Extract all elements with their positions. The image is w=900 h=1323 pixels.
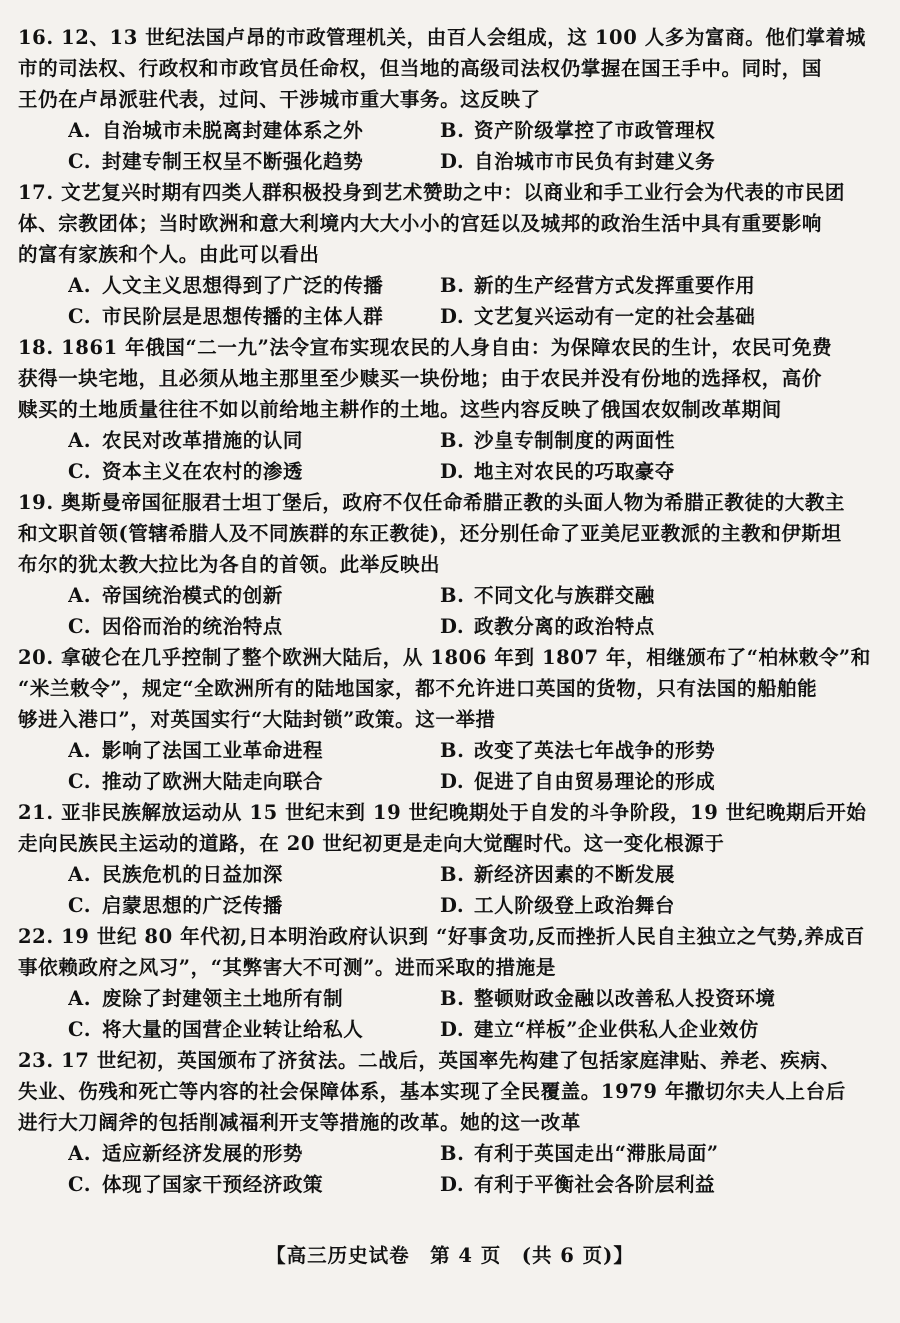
- option-label: C.: [68, 150, 92, 173]
- option-text: 封建专制王权呈不断强化趋势: [102, 150, 364, 173]
- question-stem-line: 和文职首领(管辖希腊人及不同族群的东正教徒)，还分别任命了亚美尼亚教派的主教和伊斯坦: [18, 522, 842, 545]
- option-a: [68, 1138, 440, 1169]
- options: [18, 425, 886, 487]
- option-c: [68, 611, 440, 642]
- options: [18, 983, 886, 1045]
- option-text: 建立“样板”企业供私人企业效仿: [474, 1018, 759, 1041]
- option-d: [440, 890, 886, 921]
- option-b: [440, 859, 886, 890]
- option-a: [68, 270, 440, 301]
- option-text: 资本主义在农村的渗透: [102, 460, 304, 483]
- option-b: [440, 580, 886, 611]
- question-stem-line: “米兰敕令”，规定“全欧洲所有的陆地国家，都不允许进口英国的货物，只有法国的船舶能: [18, 677, 818, 700]
- option-label: B.: [440, 119, 465, 142]
- option-b: [440, 270, 886, 301]
- option-label: B.: [440, 584, 465, 607]
- option-c: [68, 1014, 440, 1045]
- option-text: 资产阶级掌控了市政管理权: [474, 119, 716, 142]
- option-text: 整顿财政金融以改善私人投资环境: [474, 987, 776, 1010]
- option-a: [68, 580, 440, 611]
- option-text: 自治城市未脱离封建体系之外: [102, 119, 364, 142]
- question-stem-line: 获得一块宅地，且必须从地主那里至少赎买一块份地；由于农民并没有份地的选择权，高价: [18, 367, 823, 390]
- option-text: 新的生产经营方式发挥重要作用: [474, 274, 756, 297]
- question-stem-line: 够进入港口”，对英国实行“大陆封锁”政策。这一举措: [18, 708, 496, 731]
- option-d: [440, 766, 886, 797]
- option-text: 不同文化与族群交融: [474, 584, 655, 607]
- option-text: 自治城市市民负有封建义务: [474, 150, 716, 173]
- option-b: [440, 735, 886, 766]
- option-b: [440, 983, 886, 1014]
- question-stem-line: 21. 亚非民族解放运动从 15 世纪末到 19 世纪晚期处于自发的斗争阶段，19 世纪晚期后开始: [18, 801, 867, 824]
- option-a: [68, 425, 440, 456]
- option-label: B.: [440, 429, 465, 452]
- option-label: A.: [68, 584, 92, 607]
- option-text: 帝国统治模式的创新: [102, 584, 283, 607]
- option-label: D.: [440, 150, 465, 173]
- question-stem-line: 布尔的犹太教大拉比为各自的首领。此举反映出: [18, 553, 441, 576]
- option-a: [68, 859, 440, 890]
- question-19: [18, 487, 886, 642]
- option-d: [440, 611, 886, 642]
- question-stem-line: 19. 奥斯曼帝国征服君士坦丁堡后，政府不仅任命希腊正教的头面人物为希腊正教徒的大教主: [18, 491, 846, 514]
- option-text: 市民阶层是思想传播的主体人群: [102, 305, 384, 328]
- question-stem-line: 的富有家族和个人。由此可以看出: [18, 243, 320, 266]
- option-label: C.: [68, 460, 92, 483]
- option-d: [440, 301, 886, 332]
- option-a: [68, 115, 440, 146]
- option-label: C.: [68, 305, 92, 328]
- option-label: B.: [440, 1142, 465, 1165]
- option-text: 废除了封建领主土地所有制: [102, 987, 344, 1010]
- option-a: [68, 735, 440, 766]
- option-label: A.: [68, 739, 92, 762]
- question-stem-line: 18. 1861 年俄国“二一九”法令宣布实现农民的人身自由：为保障农民的生计，农民可免费: [18, 336, 833, 359]
- option-text: 改变了英法七年战争的形势: [474, 739, 716, 762]
- option-b: [440, 115, 886, 146]
- option-label: A.: [68, 987, 92, 1010]
- option-label: D.: [440, 305, 465, 328]
- option-label: B.: [440, 863, 465, 886]
- question-20: [18, 642, 886, 797]
- option-b: [440, 1138, 886, 1169]
- option-text: 文艺复兴运动有一定的社会基础: [474, 305, 756, 328]
- question-23: [18, 1045, 886, 1200]
- option-label: A.: [68, 1142, 92, 1165]
- option-label: C.: [68, 1173, 92, 1196]
- option-text: 启蒙思想的广泛传播: [102, 894, 283, 917]
- question-stem-line: 市的司法权、行政权和市政官员任命权，但当地的高级司法权仍掌握在国王手中。同时，国: [18, 57, 823, 80]
- question-stem-line: 23. 17 世纪初，英国颁布了济贫法。二战后，英国率先构建了包括家庭津贴、养老、疾病、: [18, 1049, 841, 1072]
- question-stem-line: 走向民族民主运动的道路，在 20 世纪初更是走向大觉醒时代。这一变化根源于: [18, 832, 725, 855]
- option-d: [440, 146, 886, 177]
- option-label: C.: [68, 894, 92, 917]
- option-text: 新经济因素的不断发展: [474, 863, 676, 886]
- option-label: A.: [68, 863, 92, 886]
- option-text: 促进了自由贸易理论的形成: [474, 770, 716, 793]
- options: [18, 270, 886, 332]
- option-c: [68, 1169, 440, 1200]
- option-label: D.: [440, 1018, 465, 1041]
- option-label: D.: [440, 894, 465, 917]
- question-stem-line: 失业、伤残和死亡等内容的社会保障体系，基本实现了全民覆盖。1979 年撒切尔夫人上台后: [18, 1080, 846, 1103]
- option-d: [440, 456, 886, 487]
- option-text: 因俗而治的统治特点: [102, 615, 283, 638]
- options: [18, 859, 886, 921]
- option-label: D.: [440, 460, 465, 483]
- question-stem-line: 17. 文艺复兴时期有四类人群积极投身到艺术赞助之中：以商业和手工业行会为代表的市民团: [18, 181, 846, 204]
- question-stem-line: 王仍在卢昂派驻代表，过问、干涉城市重大事务。这反映了: [18, 88, 541, 111]
- options: [18, 1138, 886, 1200]
- option-label: A.: [68, 274, 92, 297]
- option-text: 沙皇专制制度的两面性: [474, 429, 676, 452]
- option-label: A.: [68, 429, 92, 452]
- question-16: [18, 22, 886, 177]
- option-label: D.: [440, 770, 465, 793]
- option-label: B.: [440, 987, 465, 1010]
- page-footer: 【高三历史试卷 第 4 页 (共 6 页)】: [266, 1244, 634, 1267]
- question-stem-line: 体、宗教团体；当时欧洲和意大利境内大大小小的宫廷以及城邦的政治生活中具有重要影响: [18, 212, 823, 235]
- option-c: [68, 146, 440, 177]
- option-label: C.: [68, 1018, 92, 1041]
- option-text: 地主对农民的巧取豪夺: [474, 460, 676, 483]
- option-text: 适应新经济发展的形势: [102, 1142, 304, 1165]
- question-stem-line: 20. 拿破仑在几乎控制了整个欧洲大陆后，从 1806 年到 1807 年，相继颁布了“柏林敕令”和: [18, 646, 871, 669]
- question-21: [18, 797, 886, 921]
- option-text: 影响了法国工业革命进程: [102, 739, 324, 762]
- option-text: 民族危机的日益加深: [102, 863, 283, 886]
- option-label: B.: [440, 274, 465, 297]
- option-c: [68, 456, 440, 487]
- question-stem-line: 进行大刀阔斧的包括削减福利开支等措施的改革。她的这一改革: [18, 1111, 581, 1134]
- option-text: 有利于英国走出“滞胀局面”: [474, 1142, 719, 1165]
- option-c: [68, 890, 440, 921]
- option-c: [68, 301, 440, 332]
- question-stem-line: 22. 19 世纪 80 年代初,日本明治政府认识到 “好事贪功,反而挫折人民自主独立之气势,养成百: [18, 925, 865, 948]
- option-text: 农民对改革措施的认同: [102, 429, 304, 452]
- options: [18, 735, 886, 797]
- option-d: [440, 1014, 886, 1045]
- option-text: 将大量的国营企业转让给私人: [102, 1018, 364, 1041]
- option-text: 体现了国家干预经济政策: [102, 1173, 324, 1196]
- option-text: 有利于平衡社会各阶层利益: [474, 1173, 716, 1196]
- option-text: 人文主义思想得到了广泛的传播: [102, 274, 384, 297]
- option-label: B.: [440, 739, 465, 762]
- question-17: [18, 177, 886, 332]
- options: [18, 115, 886, 177]
- option-label: C.: [68, 615, 92, 638]
- option-b: [440, 425, 886, 456]
- option-a: [68, 983, 440, 1014]
- option-label: D.: [440, 1173, 465, 1196]
- options: [18, 580, 886, 642]
- option-d: [440, 1169, 886, 1200]
- option-text: 工人阶级登上政治舞台: [474, 894, 676, 917]
- option-text: 政教分离的政治特点: [474, 615, 655, 638]
- question-stem-line: 16. 12、13 世纪法国卢昂的市政管理机关，由百人会组成，这 100 人多为富商。他们掌着城: [18, 26, 866, 49]
- question-22: [18, 921, 886, 1045]
- option-label: C.: [68, 770, 92, 793]
- option-text: 推动了欧洲大陆走向联合: [102, 770, 324, 793]
- option-label: D.: [440, 615, 465, 638]
- question-18: [18, 332, 886, 487]
- question-stem-line: 事依赖政府之风习”，“其弊害大不可测”。进而采取的措施是: [18, 956, 556, 979]
- option-label: A.: [68, 119, 92, 142]
- question-stem-line: 赎买的土地质量往往不如以前给地主耕作的土地。这些内容反映了俄国农奴制改革期间: [18, 398, 782, 421]
- option-c: [68, 766, 440, 797]
